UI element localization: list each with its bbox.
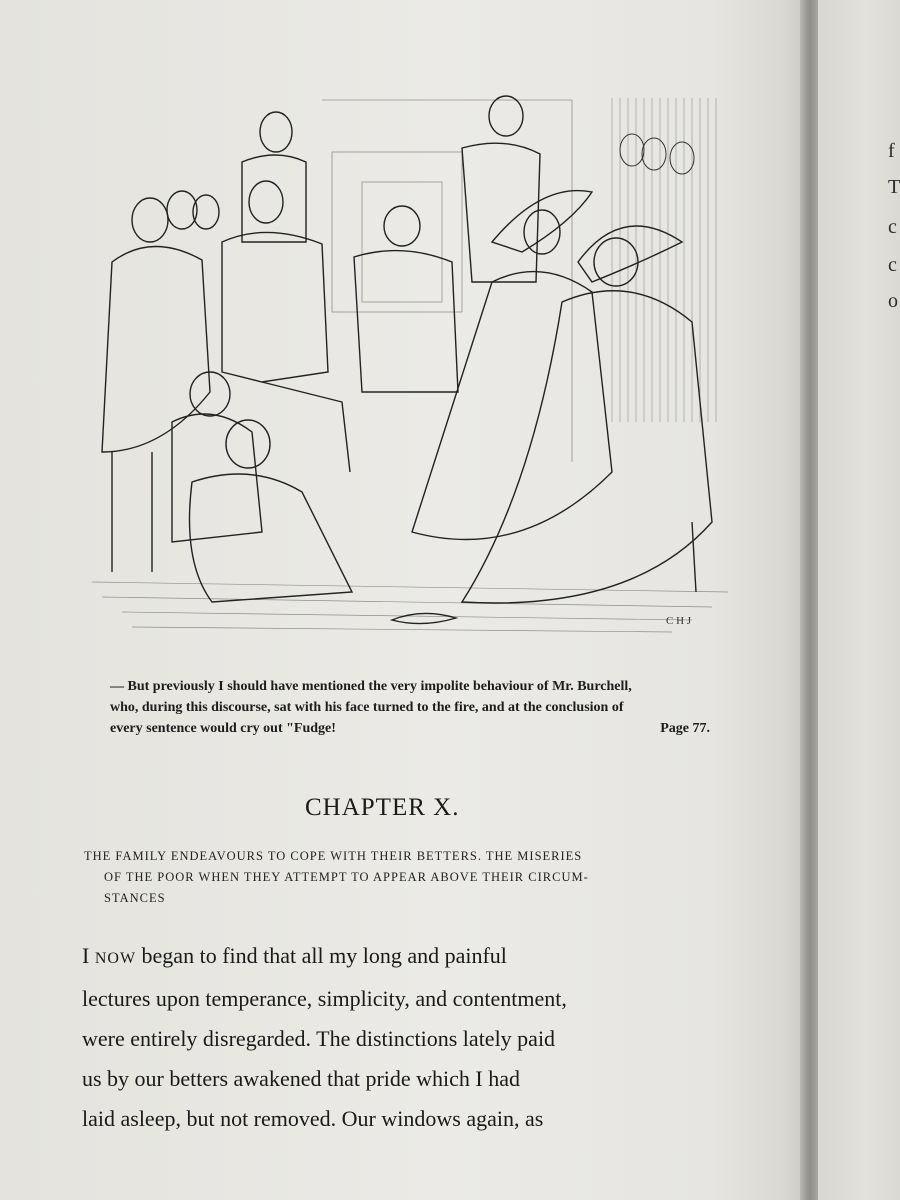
caption-line: every sentence would cry out "Fudge! [110, 721, 336, 736]
facing-page-fragment: c [888, 216, 897, 238]
facing-page-fragment: f [888, 140, 895, 162]
caption-page-reference: Page 77. [660, 721, 710, 736]
caption-line: — But previously I should have mentioned the very impolite behaviour of Mr. Burchell, [110, 679, 632, 694]
opening-letter: I [82, 943, 90, 968]
summary-line: THE FAMILY ENDEAVOURS TO COPE WITH THEIR BETTERS. THE MISERIES [84, 849, 583, 863]
chapter-body [82, 936, 702, 1139]
summary-line: STANCES [104, 891, 166, 905]
summary-line: OF THE POOR WHEN THEY ATTEMPT TO APPEAR ABOVE THEIR CIRCUM- [104, 870, 589, 884]
body-line: were entirely disregarded. The distinctions lately paid [82, 1026, 556, 1051]
opening-word: NOW [94, 950, 137, 967]
body-line-text: began to find that all my long and painful [136, 943, 507, 968]
chapter-summary [84, 846, 704, 909]
chapter-title: CHAPTER X. [305, 794, 460, 821]
body-line: laid asleep, but not removed. Our windows again, as [82, 1106, 544, 1131]
engraving-illustration [92, 92, 728, 640]
facing-page-fragment: o [888, 290, 898, 312]
engraver-signature: C H J [666, 615, 692, 627]
body-line [82, 936, 702, 979]
caption-line: who, during this discourse, sat with his face turned to the fire, and at the conclusion of [110, 700, 624, 715]
facing-page-edge [818, 0, 900, 1200]
book-gutter [800, 0, 818, 1200]
body-line: us by our betters awakened that pride which I had [82, 1066, 521, 1091]
facing-page-fragment: c [888, 254, 897, 276]
body-line: lectures upon temperance, simplicity, and contentment, [82, 986, 567, 1011]
facing-page-fragment: T [888, 176, 900, 198]
illustration-caption [110, 676, 710, 739]
